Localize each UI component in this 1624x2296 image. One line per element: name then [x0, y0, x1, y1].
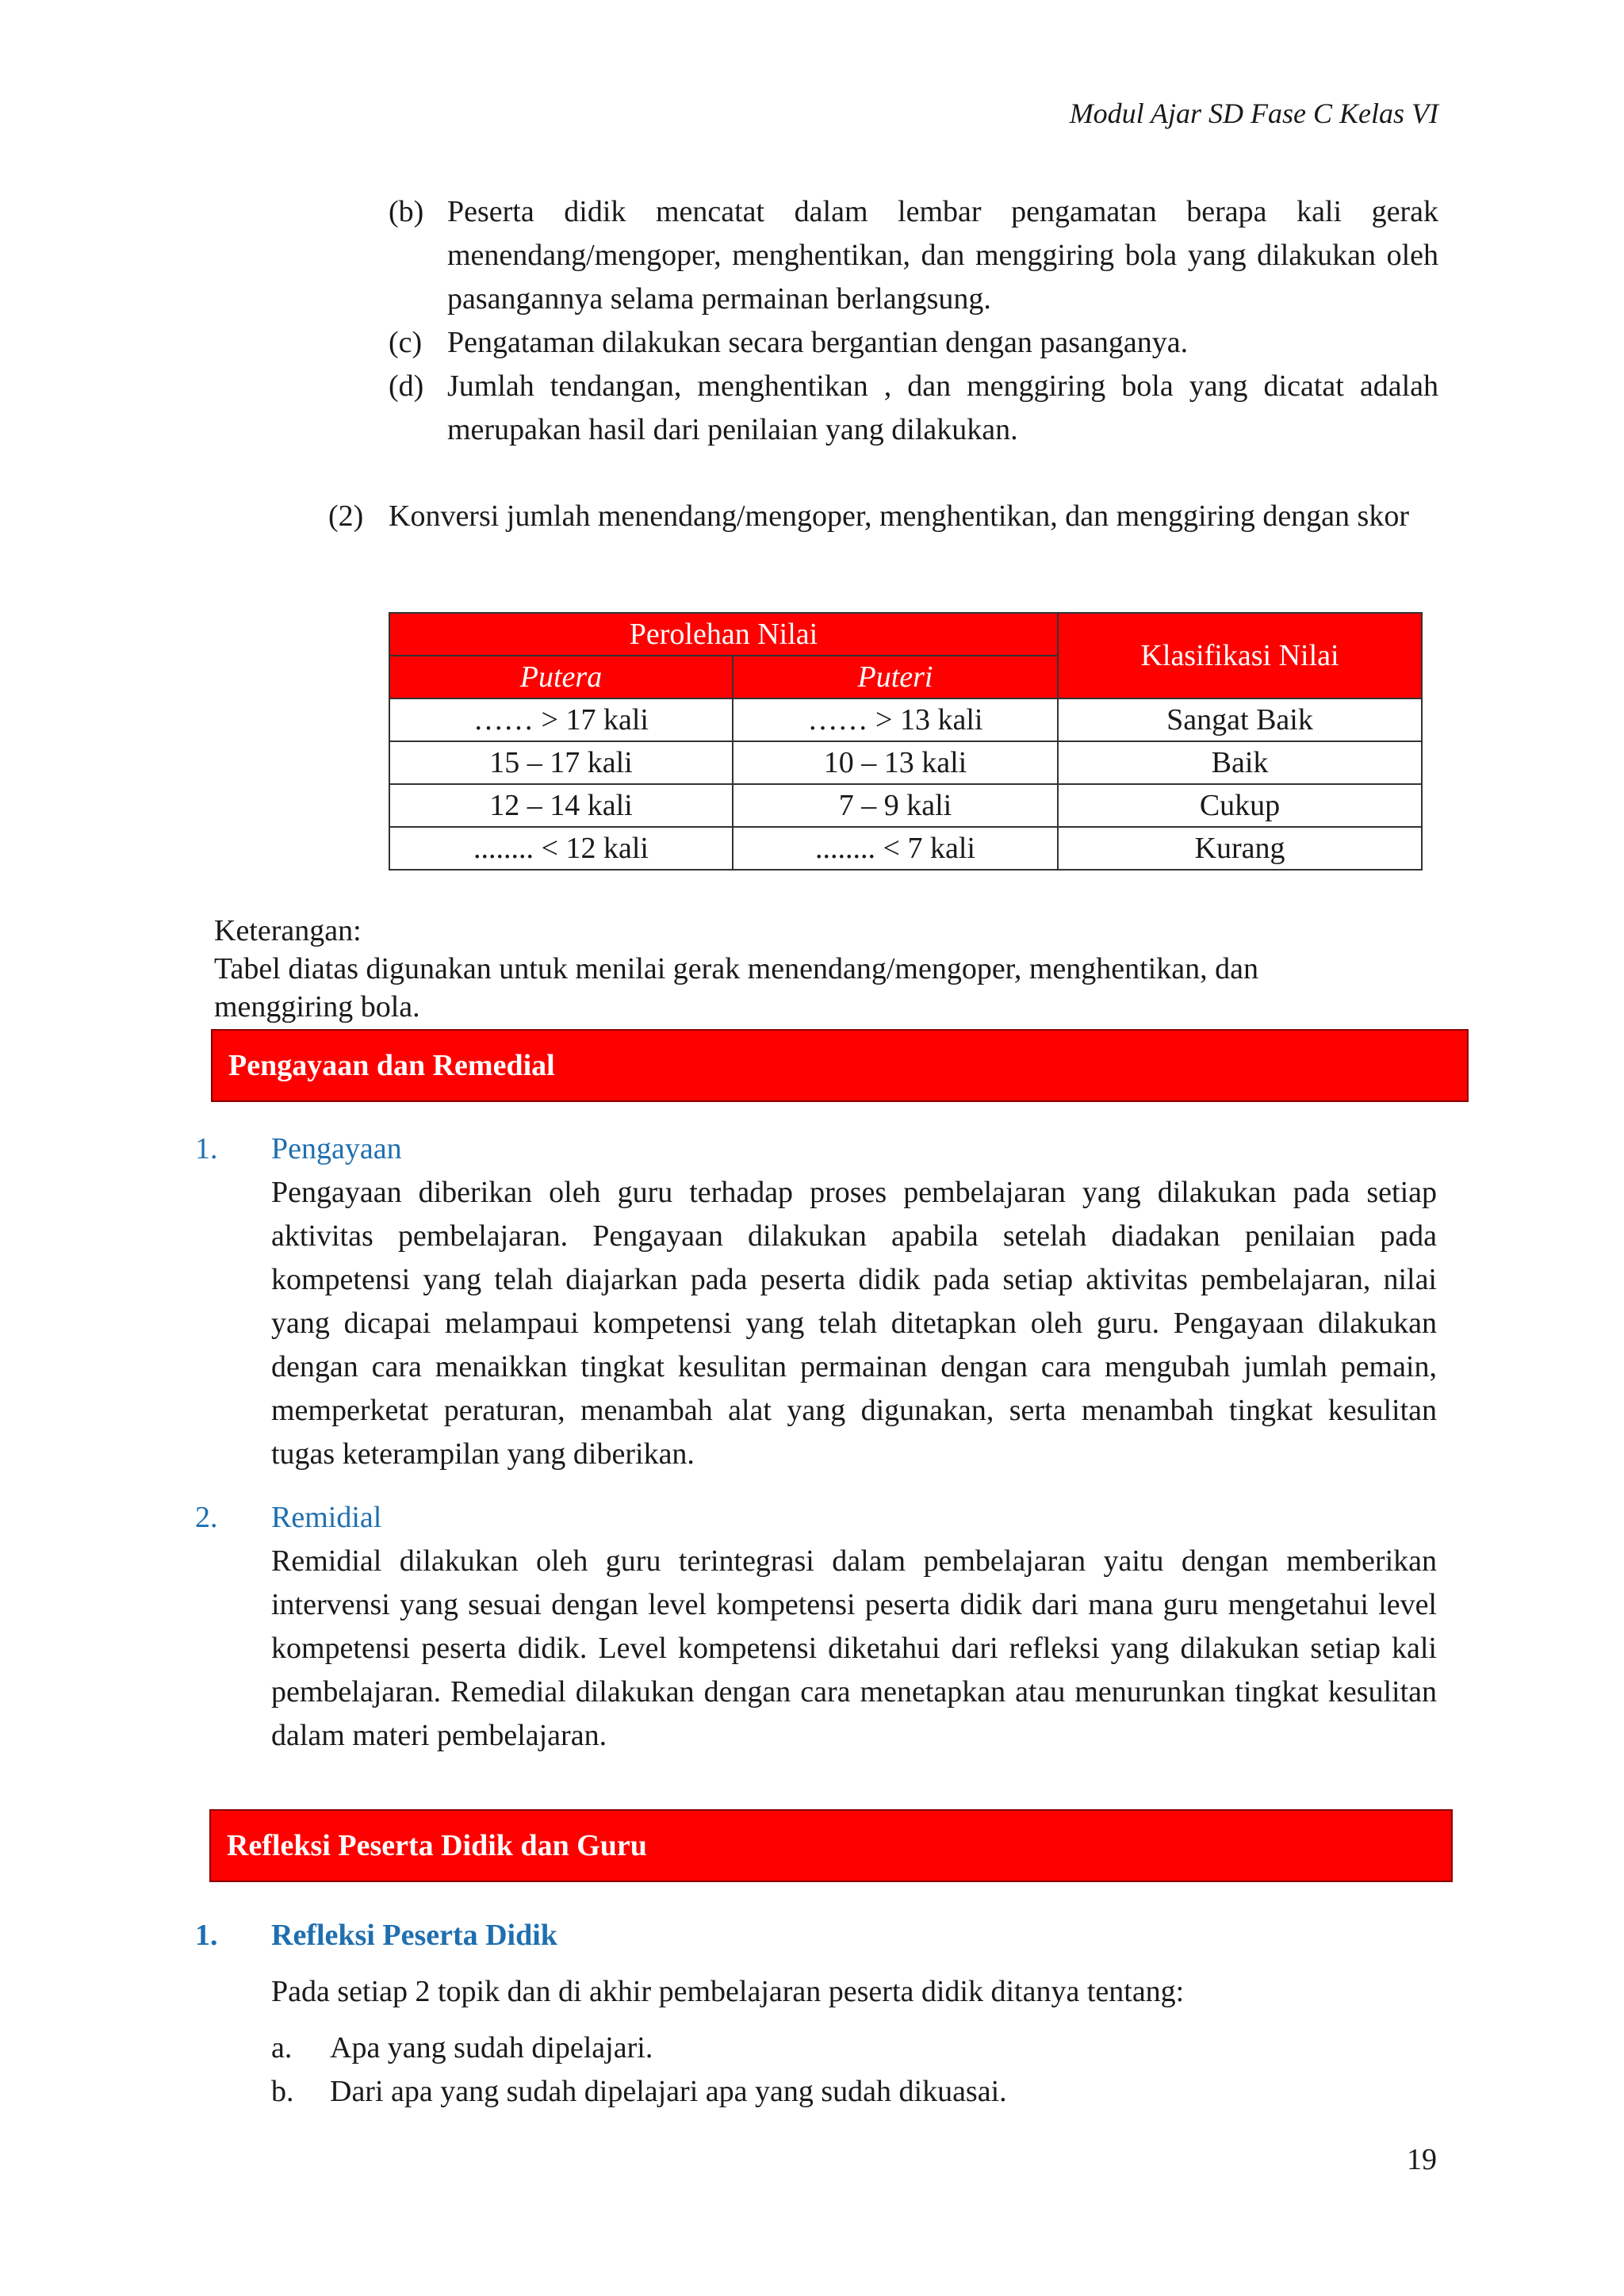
- conversion-label: (2): [328, 499, 364, 533]
- cell-puteri: ........ < 7 kali: [733, 827, 1058, 870]
- pengayaan-item: [195, 1127, 1437, 1476]
- header-perolehan-nilai: Perolehan Nilai: [389, 613, 1058, 656]
- cell-klasifikasi: Kurang: [1058, 827, 1422, 870]
- header-klasifikasi-nilai: Klasifikasi Nilai: [1058, 613, 1422, 698]
- step-item-d: [389, 365, 1438, 452]
- running-header: Modul Ajar SD Fase C Kelas VI: [1069, 98, 1438, 129]
- cell-putera: ........ < 12 kali: [389, 827, 733, 870]
- table-row: [389, 698, 1422, 741]
- remidial-heading-row: [195, 1496, 1437, 1540]
- table-header-row: [389, 613, 1422, 656]
- cell-putera: …… > 17 kali: [389, 698, 733, 741]
- cell-puteri: 7 – 9 kali: [733, 784, 1058, 827]
- point-text: Apa yang sudah dipelajari.: [330, 2031, 653, 2064]
- refleksi-points: [271, 2026, 1437, 2114]
- score-table: [389, 612, 1423, 871]
- step-label: (b): [389, 195, 424, 228]
- keterangan-block: [214, 912, 1451, 1026]
- step-text: Pengataman dilakukan secara bergantian dengan pasanganya.: [447, 326, 1189, 359]
- list-item: [271, 2070, 1437, 2114]
- section-banner-refleksi: Refleksi Peserta Didik dan Guru: [209, 1809, 1453, 1882]
- point-text: Dari apa yang sudah dipelajari apa yang sudah dikuasai.: [330, 2075, 1007, 2108]
- cell-klasifikasi: Cukup: [1058, 784, 1422, 827]
- refleksi-item: [195, 1914, 1437, 2114]
- page-number: 19: [1407, 2143, 1437, 2176]
- refleksi-number: 1.: [195, 1919, 218, 1952]
- list-item: [271, 2026, 1437, 2070]
- remidial-number: 2.: [195, 1501, 218, 1534]
- keterangan-line: menggiring bola.: [214, 990, 420, 1024]
- table-row: [389, 827, 1422, 870]
- pengayaan-text: Pengayaan diberikan oleh guru terhadap proses pembelajaran yang dilakukan pada setiap aktivitas pembelajaran. Pengayaan dilakukan apabila setelah diadakan penilaian pada kompetensi yang telah diajarkan pada peserta didik pada setiap aktivitas pembelajaran, nilai yang dicapai melampaui kompetensi yang telah ditetapkan oleh guru. Pengayaan dilakukan dengan cara menaikkan tingkat kesulitan permainan dengan cara mengubah jumlah pemain, memperketat peraturan, menambah alat yang digunakan, serta menambah tingkat kesulitan tugas keterampilan yang diberikan.: [271, 1176, 1437, 1471]
- refleksi-intro: Pada setiap 2 topik dan di akhir pembelajaran peserta didik ditanya tentang:: [271, 1975, 1185, 2008]
- pengayaan-number: 1.: [195, 1132, 218, 1165]
- point-label: a.: [271, 2031, 293, 2064]
- conversion-item: [328, 495, 1438, 538]
- remidial-heading: Remidial: [271, 1501, 382, 1534]
- step-text: Peserta didik mencatat dalam lembar pengamatan berapa kali gerak menendang/mengoper, menghentikan, dan menggiring bola yang dilakukan oleh pasangannya selama permainan berlangsung.: [447, 195, 1438, 316]
- step-item-c: [389, 321, 1438, 365]
- step-label: (d): [389, 369, 424, 403]
- step-list: [389, 190, 1438, 452]
- refleksi-heading: Refleksi Peserta Didik: [271, 1919, 557, 1952]
- point-label: b.: [271, 2075, 294, 2108]
- table-row: [389, 741, 1422, 784]
- cell-klasifikasi: Baik: [1058, 741, 1422, 784]
- step-text: Jumlah tendangan, menghentikan , dan menggiring bola yang dicatat adalah merupakan hasil dari penilaian yang dilakukan.: [447, 369, 1438, 446]
- pengayaan-heading: Pengayaan: [271, 1132, 402, 1165]
- header-putera: Putera: [389, 656, 733, 698]
- pengayaan-heading-row: [195, 1127, 1437, 1171]
- remidial-text: Remidial dilakukan oleh guru terintegrasi dalam pembelajaran yaitu dengan memberikan intervensi yang sesuai dengan level kompetensi peserta didik dari mana guru mengetahui level kompetensi peserta didik. Level kompetensi diketahui dari refleksi yang dilakukan setiap kali pembelajaran. Remedial dilakukan dengan cara menetapkan atau menurunkan tingkat kesulitan dalam materi pembelajaran.: [271, 1544, 1437, 1752]
- keterangan-label: Keterangan:: [214, 914, 362, 947]
- remidial-item: [195, 1496, 1437, 1758]
- table-row: [389, 784, 1422, 827]
- cell-puteri: 10 – 13 kali: [733, 741, 1058, 784]
- step-item-b: [389, 190, 1438, 321]
- header-puteri: Puteri: [733, 656, 1058, 698]
- cell-putera: 15 – 17 kali: [389, 741, 733, 784]
- conversion-text: Konversi jumlah menendang/mengoper, menghentikan, dan menggiring dengan skor: [389, 499, 1409, 533]
- cell-klasifikasi: Sangat Baik: [1058, 698, 1422, 741]
- cell-putera: 12 – 14 kali: [389, 784, 733, 827]
- step-label: (c): [389, 326, 423, 359]
- cell-puteri: …… > 13 kali: [733, 698, 1058, 741]
- section-banner-pengayaan-remedial: Pengayaan dan Remedial: [211, 1029, 1469, 1102]
- refleksi-heading-row: [195, 1914, 1437, 1957]
- keterangan-line: Tabel diatas digunakan untuk menilai gerak menendang/mengoper, menghentikan, dan: [214, 952, 1258, 985]
